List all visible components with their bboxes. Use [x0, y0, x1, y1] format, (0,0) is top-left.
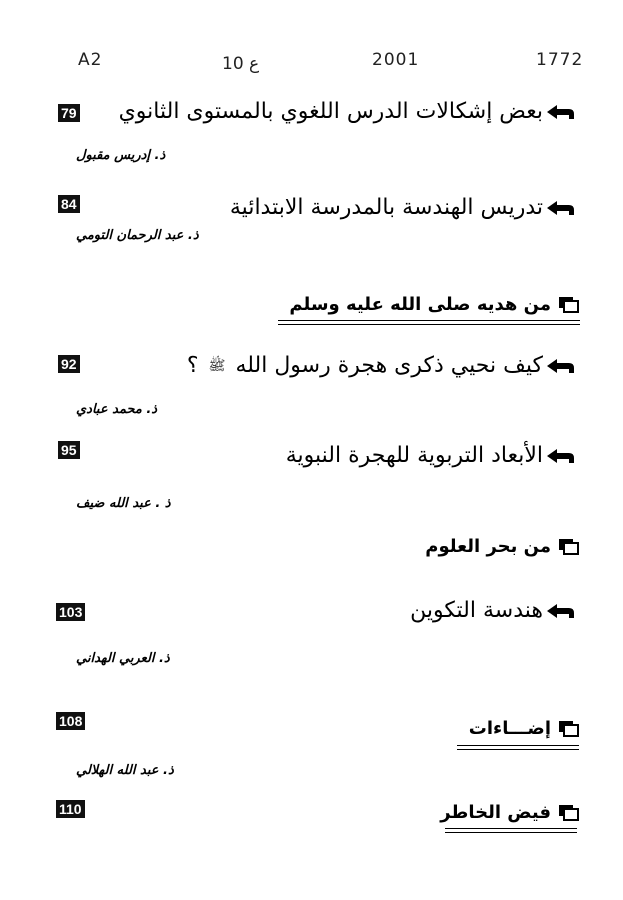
article-title-text: تدريس الهندسة بالمدرسة الابتدائية	[229, 195, 543, 220]
article-author: ذ. عبد الرحمان التومي	[76, 228, 199, 243]
arrow-left-icon	[547, 448, 575, 464]
section-underline	[457, 745, 579, 750]
section-underline	[278, 320, 580, 325]
article-author: ذ. العربي الهداني	[76, 651, 170, 666]
handwritten-note-4: 1772	[536, 50, 584, 70]
overlapping-squares-icon	[559, 297, 579, 313]
overlapping-squares-icon	[559, 721, 579, 737]
section-heading-text: من هديه صلى الله عليه وسلم	[289, 294, 551, 315]
article-title[interactable]	[286, 441, 575, 471]
article-author: ذ. محمد عبادي	[76, 402, 158, 417]
section-heading-text: فيض الخاطر	[440, 802, 551, 823]
section-heading-text: إضـــاءات	[468, 718, 551, 739]
page-number-badge: 110	[56, 800, 85, 818]
section-underline	[445, 828, 577, 833]
section-heading[interactable]	[469, 718, 579, 739]
section-heading[interactable]	[425, 536, 579, 557]
page-number-badge: 108	[56, 712, 85, 730]
article-title-text: بعض إشكالات الدرس اللغوي بالمستوى الثانوي	[118, 99, 543, 124]
overlapping-squares-icon	[559, 539, 579, 555]
article-title[interactable]	[230, 193, 575, 223]
page-number-badge: 95	[58, 441, 80, 459]
page-number-badge: 84	[58, 195, 80, 213]
handwritten-note-1: A2	[78, 50, 103, 70]
question-mark: ؟	[186, 353, 199, 378]
article-title-text: الأبعاد التربوية للهجرة النبوية	[285, 443, 543, 468]
article-title[interactable]	[410, 596, 575, 626]
article-title[interactable]	[187, 351, 575, 381]
section-heading-text: من بحر العلوم	[425, 536, 551, 557]
arrow-left-icon	[547, 358, 575, 374]
article-title[interactable]	[119, 97, 575, 127]
page-number-badge: 103	[56, 603, 85, 621]
article-title-text: هندسة التكوين	[410, 598, 543, 623]
section-heading[interactable]	[440, 802, 579, 823]
arrow-left-icon	[547, 603, 575, 619]
overlapping-squares-icon	[559, 805, 579, 821]
page-number-badge: 92	[58, 355, 80, 373]
article-author: ذ . عبد الله ضيف	[76, 496, 171, 511]
arrow-left-icon	[547, 200, 575, 216]
article-title-text: كيف نحيي ذكرى هجرة رسول الله	[235, 353, 543, 378]
handwritten-note-2: 10 ع	[222, 54, 260, 74]
article-author: ذ. عبد الله الهلالي	[76, 763, 174, 778]
section-heading[interactable]	[289, 294, 579, 315]
handwritten-note-3: 2001	[372, 50, 420, 70]
article-author: ذ. إدريس مقبول	[76, 148, 166, 163]
salawat-glyph: ﷺ	[208, 358, 226, 374]
page-number-badge: 79	[58, 104, 80, 122]
arrow-left-icon	[547, 104, 575, 120]
